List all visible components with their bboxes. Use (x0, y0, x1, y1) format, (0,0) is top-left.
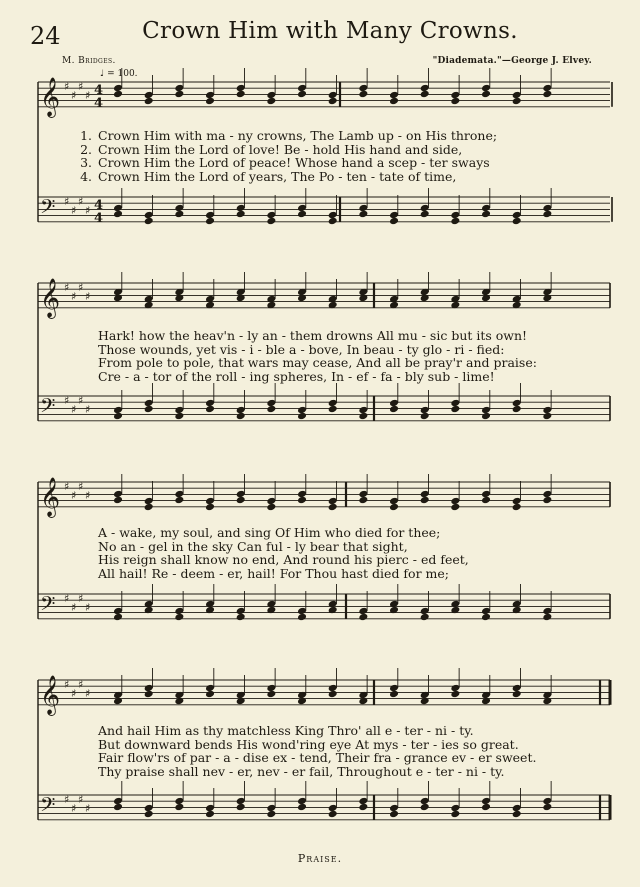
sharp-icon: ♯ (78, 592, 84, 605)
notehead (542, 90, 552, 99)
verse-number (70, 724, 92, 738)
notehead (113, 90, 123, 99)
sharp-icon: ♯ (64, 394, 70, 407)
notehead (450, 405, 460, 414)
lyric-line (70, 765, 598, 779)
notehead (420, 613, 430, 622)
lyric-line (70, 567, 598, 581)
lyric-text: Crown Him the Lord of peace! Whose hand a scep - ter sways (98, 155, 490, 171)
notehead (481, 803, 491, 812)
notehead (358, 697, 368, 706)
notehead (542, 412, 552, 421)
notehead (297, 803, 307, 812)
verse-number: 3. (80, 155, 92, 171)
notehead (144, 810, 154, 819)
sharp-icon: ♯ (64, 195, 70, 208)
sharp-icon: ♯ (78, 394, 84, 407)
lyric-line (70, 738, 598, 752)
notehead (450, 503, 460, 512)
notehead (205, 690, 215, 699)
notehead (266, 503, 276, 512)
lyrics-system-3 (70, 526, 598, 580)
notehead (144, 97, 154, 106)
lyric-line (70, 343, 598, 357)
notehead (205, 810, 215, 819)
notehead (205, 97, 215, 106)
notehead (542, 496, 552, 505)
notehead (420, 412, 430, 421)
notehead (542, 803, 552, 812)
notehead (358, 412, 368, 421)
notehead (481, 496, 491, 505)
notehead (512, 810, 522, 819)
sharp-icon: ♯ (71, 601, 77, 614)
notehead (358, 496, 368, 505)
notehead (542, 697, 552, 706)
notehead (389, 810, 399, 819)
notehead (358, 210, 368, 219)
notehead (174, 697, 184, 706)
sharp-icon: ♯ (85, 802, 91, 815)
sharp-icon: ♯ (85, 89, 91, 102)
lyric-line (70, 143, 598, 157)
verse-number (70, 553, 92, 567)
notehead (389, 690, 399, 699)
sharp-icon: ♯ (78, 80, 84, 93)
notehead (358, 613, 368, 622)
sharp-icon: ♯ (78, 678, 84, 691)
verse-number (70, 526, 92, 540)
notehead (512, 405, 522, 414)
lyric-line (70, 356, 598, 370)
lyric-text: Thy praise shall nev - er, nev - er fail, Throughout e - ter - ni - ty. (98, 763, 505, 779)
lyric-line (70, 540, 598, 554)
verse-number: 4. (80, 168, 92, 184)
verse-number (70, 765, 92, 779)
sharp-icon: ♯ (85, 403, 91, 416)
notehead (481, 210, 491, 219)
sharp-icon: ♯ (64, 592, 70, 605)
notehead (389, 503, 399, 512)
sharp-icon: ♯ (71, 403, 77, 416)
sharp-icon: ♯ (71, 489, 77, 502)
notehead (512, 690, 522, 699)
notehead (358, 90, 368, 99)
lyricist-credit: M. Bridges. (62, 56, 116, 66)
notehead (236, 412, 246, 421)
verse-number (70, 356, 92, 370)
lyric-line (70, 156, 598, 170)
verse-number (70, 540, 92, 554)
notehead (144, 217, 154, 226)
sharp-icon: ♯ (85, 601, 91, 614)
notehead (174, 803, 184, 812)
time-signature: 4 (94, 83, 104, 98)
lyric-line (70, 170, 598, 184)
notehead (266, 405, 276, 414)
bass-clef-icon: 𝄢 (40, 793, 56, 821)
notehead (174, 210, 184, 219)
sharp-icon: ♯ (85, 687, 91, 700)
notehead (144, 405, 154, 414)
notehead (236, 613, 246, 622)
sharp-icon: ♯ (71, 290, 77, 303)
notehead (512, 97, 522, 106)
notehead (113, 412, 123, 421)
notehead (481, 697, 491, 706)
lyrics-system-1 (70, 129, 598, 183)
notehead (542, 613, 552, 622)
notehead (481, 90, 491, 99)
notehead (542, 210, 552, 219)
sharp-icon: ♯ (85, 204, 91, 217)
lyrics-system-2 (70, 329, 598, 383)
lyric-text: And hail Him as thy matchless King Thro' all e - ter - ni - ty. (98, 723, 474, 738)
sharp-icon: ♯ (64, 480, 70, 493)
notehead (389, 217, 399, 226)
lyric-line (70, 751, 598, 765)
notehead (236, 90, 246, 99)
lyric-text: Hark! how the heav'n - ly an - them drowns All mu - sic but its own! (98, 328, 528, 343)
notehead (512, 217, 522, 226)
notehead (389, 97, 399, 106)
time-signature: 4 (94, 198, 104, 213)
notehead (174, 90, 184, 99)
sharp-icon: ♯ (78, 480, 84, 493)
sharp-icon: ♯ (64, 793, 70, 806)
notehead (174, 412, 184, 421)
lyric-text: Crown Him the Lord of love! Be - hold His hand and side, (98, 141, 463, 157)
notehead (328, 97, 338, 106)
sharp-icon: ♯ (78, 793, 84, 806)
verse-number (70, 329, 92, 343)
notehead (358, 803, 368, 812)
notehead (236, 803, 246, 812)
notehead (420, 697, 430, 706)
tempo-marking: ♩ = 100. (100, 69, 138, 79)
notehead (113, 803, 123, 812)
treble-clef-icon: 𝄞 (40, 77, 61, 117)
notehead (205, 503, 215, 512)
bass-clef-icon: 𝄢 (40, 592, 56, 620)
time-signature: 4 (94, 96, 104, 111)
lyric-text: Crown Him with ma - ny crowns, The Lamb up - on His throne; (98, 128, 498, 143)
time-signature: 4 (94, 211, 104, 226)
notehead (481, 412, 491, 421)
notehead (174, 496, 184, 505)
lyric-line (70, 370, 598, 384)
notehead (266, 690, 276, 699)
notehead (328, 405, 338, 414)
lyric-line (70, 129, 598, 143)
notehead (328, 690, 338, 699)
sharp-icon: ♯ (64, 678, 70, 691)
sharp-icon: ♯ (71, 89, 77, 102)
verse-number (70, 751, 92, 765)
notehead (389, 405, 399, 414)
notehead (297, 210, 307, 219)
notehead (174, 613, 184, 622)
sharp-icon: ♯ (71, 204, 77, 217)
sharp-icon: ♯ (71, 802, 77, 815)
category-label: Praise. (297, 852, 343, 865)
sharp-icon: ♯ (85, 290, 91, 303)
lyric-text: A - wake, my soul, and sing Of Him who died for thee; (98, 525, 441, 540)
notehead (450, 217, 460, 226)
lyric-text: Crown Him the Lord of years, The Po - ten - tate of time, (98, 168, 457, 184)
notehead (266, 810, 276, 819)
sharp-icon: ♯ (71, 687, 77, 700)
lyric-text: Fair flow'rs of par - a - dise ex - tend, Their fra - grance ev - er sweet. (98, 750, 537, 766)
notehead (420, 496, 430, 505)
lyric-text: All hail! Re - deem - er, hail! For Thou hast died for me; (98, 565, 449, 581)
lyric-line (70, 724, 598, 738)
notehead (236, 496, 246, 505)
treble-clef-icon: 𝄞 (40, 278, 61, 318)
verse-number: 1. (80, 128, 92, 143)
notehead (481, 613, 491, 622)
notehead (328, 503, 338, 512)
composer-credit: "Diademata."—George J. Elvey. (432, 56, 592, 66)
notehead (113, 496, 123, 505)
notehead (297, 613, 307, 622)
notehead (297, 412, 307, 421)
lyric-line (70, 329, 598, 343)
notehead (420, 210, 430, 219)
notehead (236, 210, 246, 219)
notehead (328, 810, 338, 819)
verse-number (70, 738, 92, 752)
notehead (113, 697, 123, 706)
notehead (420, 90, 430, 99)
notehead (266, 217, 276, 226)
sharp-icon: ♯ (78, 195, 84, 208)
lyric-text: Those wounds, yet vis - i - ble a - bove, In beau - ty glo - ri - fied: (98, 341, 505, 357)
notehead (297, 496, 307, 505)
notehead (236, 697, 246, 706)
notehead (144, 690, 154, 699)
lyric-line (70, 526, 598, 540)
notehead (205, 405, 215, 414)
notehead (113, 613, 123, 622)
lyric-text: No an - gel in the sky Can ful - ly bear that sight, (98, 538, 408, 554)
sharp-icon: ♯ (64, 281, 70, 294)
lyric-text: From pole to pole, that wars may cease, And all be pray'r and praise: (98, 355, 537, 371)
page-number: 24 (30, 22, 61, 50)
verse-number (70, 370, 92, 384)
notehead (450, 810, 460, 819)
notehead (450, 97, 460, 106)
lyric-text: Cre - a - tor of the roll - ing spheres, In - ef - fa - bly sub - lime! (98, 368, 495, 384)
notehead (450, 690, 460, 699)
verse-number (70, 567, 92, 581)
lyrics-system-4 (70, 724, 598, 778)
hymn-title: Crown Him with Many Crowns. (142, 18, 518, 44)
notehead (297, 697, 307, 706)
verse-number (70, 343, 92, 357)
lyric-text: But downward bends His wond'ring eye At mys - ter - ies so great. (98, 736, 519, 752)
sharp-icon: ♯ (78, 281, 84, 294)
treble-clef-icon: 𝄞 (40, 675, 61, 715)
sharp-icon: ♯ (64, 80, 70, 93)
lyric-line (70, 553, 598, 567)
notehead (512, 503, 522, 512)
notehead (297, 90, 307, 99)
sharp-icon: ♯ (85, 489, 91, 502)
notehead (420, 803, 430, 812)
bass-clef-icon: 𝄢 (40, 394, 56, 422)
notehead (144, 503, 154, 512)
notehead (266, 97, 276, 106)
lyric-text: His reign shall know no end, And round his pierc - ed feet, (98, 552, 469, 568)
notehead (328, 217, 338, 226)
notehead (205, 217, 215, 226)
treble-clef-icon: 𝄞 (40, 477, 61, 517)
verse-number: 2. (80, 141, 92, 157)
bass-clef-icon: 𝄢 (40, 195, 56, 223)
notehead (113, 210, 123, 219)
